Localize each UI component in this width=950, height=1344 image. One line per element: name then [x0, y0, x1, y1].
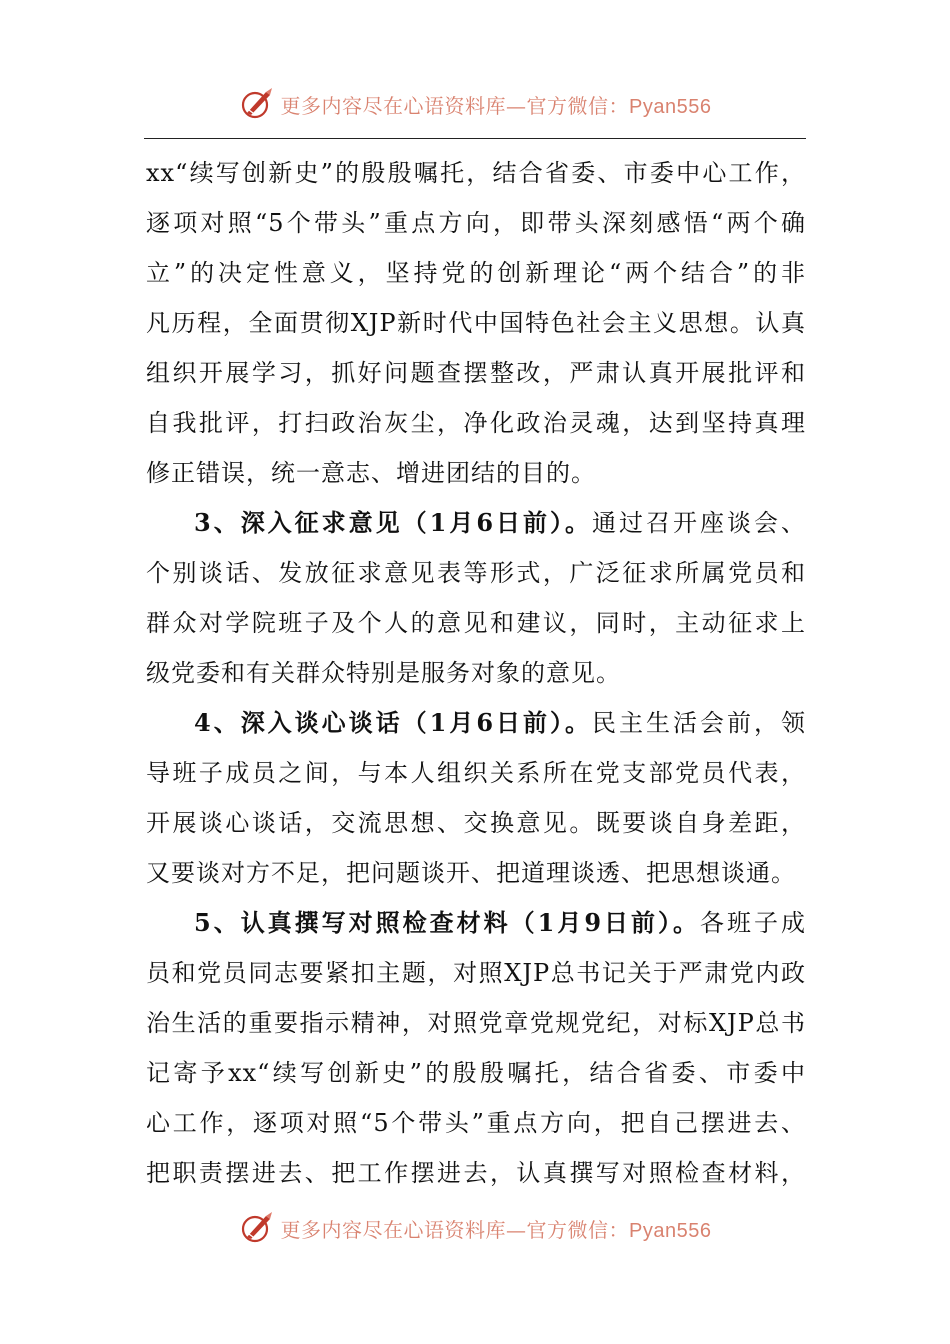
- text-span: 民主生活会前，领: [592, 709, 806, 737]
- section-heading: 4、深入谈心谈话（1月6日前）。: [194, 708, 593, 737]
- section-heading: 5、认真撰写对照检查材料（1月9日前）。: [194, 908, 701, 937]
- text-line: 修正错误，统一意志、增进团结的目的。: [146, 459, 596, 487]
- watermark-text: 更多内容尽在心语资料库—官方微信：Pyan556: [280, 1217, 712, 1242]
- text-line: 个别谈话、发放征求意见表等形式，广泛征求所属党员和: [146, 559, 806, 587]
- text-line: 自我批评，打扫政治灰尘，净化政治灵魂，达到坚持真理: [146, 409, 806, 437]
- paragraph-first-line: [146, 698, 806, 748]
- text-line: 逐项对照“5个带头”重点方向，即带头深刻感悟“两个确: [146, 209, 806, 237]
- text-line: 组织开展学习，抓好问题查摆整改，严肃认真开展批评和: [146, 359, 806, 387]
- text-line: 立”的决定性意义，坚持党的创新理论“两个结合”的非: [146, 259, 806, 287]
- footer-watermark: [0, 1206, 950, 1250]
- text-line: 凡历程，全面贯彻XJP新时代中国特色社会主义思想。认真: [146, 309, 806, 337]
- text-line: 群众对学院班子及个人的意见和建议，同时，主动征求上: [146, 609, 806, 637]
- watermark-text: 更多内容尽在心语资料库—官方微信：Pyan556: [280, 93, 712, 118]
- text-line: 治生活的重要指示精神，对照党章党规党纪，对标XJP总书: [146, 1009, 806, 1037]
- paragraph-first-line: [146, 498, 806, 548]
- text-line: 把职责摆进去、把工作摆进去，认真撰写对照检查材料，: [146, 1159, 806, 1187]
- section-heading: 3、深入征求意见（1月6日前）。: [194, 508, 593, 537]
- paragraph-first-line: [146, 898, 806, 948]
- text-line: 又要谈对方不足，把问题谈开、把道理谈透、把思想谈通。: [146, 859, 796, 887]
- text-line: 级党委和有关群众特别是服务对象的意见。: [146, 659, 621, 687]
- header-rule: [144, 138, 806, 139]
- text-span: 各班子成: [700, 909, 807, 937]
- document-body: [146, 148, 806, 1198]
- text-line: 员和党员同志要紧扣主题，对照XJP总书记关于严肃党内政: [146, 959, 806, 987]
- text-line: 心工作，逐项对照“5个带头”重点方向，把自己摆进去、: [146, 1109, 806, 1137]
- text-line: xx“续写创新史”的殷殷嘱托，结合省委、市委中心工作，: [146, 159, 806, 187]
- text-span: 通过召开座谈会、: [592, 509, 806, 537]
- text-line: 记寄予xx“续写创新史”的殷殷嘱托，结合省委、市委中: [146, 1059, 806, 1087]
- quill-pen-circle-icon: [239, 1210, 275, 1246]
- text-line: 导班子成员之间，与本人组织关系所在党支部党员代表，: [146, 759, 806, 787]
- quill-pen-circle-icon: [239, 86, 275, 122]
- text-line: 开展谈心谈话，交流思想、交换意见。既要谈自身差距，: [146, 809, 806, 837]
- header-watermark: [0, 82, 950, 126]
